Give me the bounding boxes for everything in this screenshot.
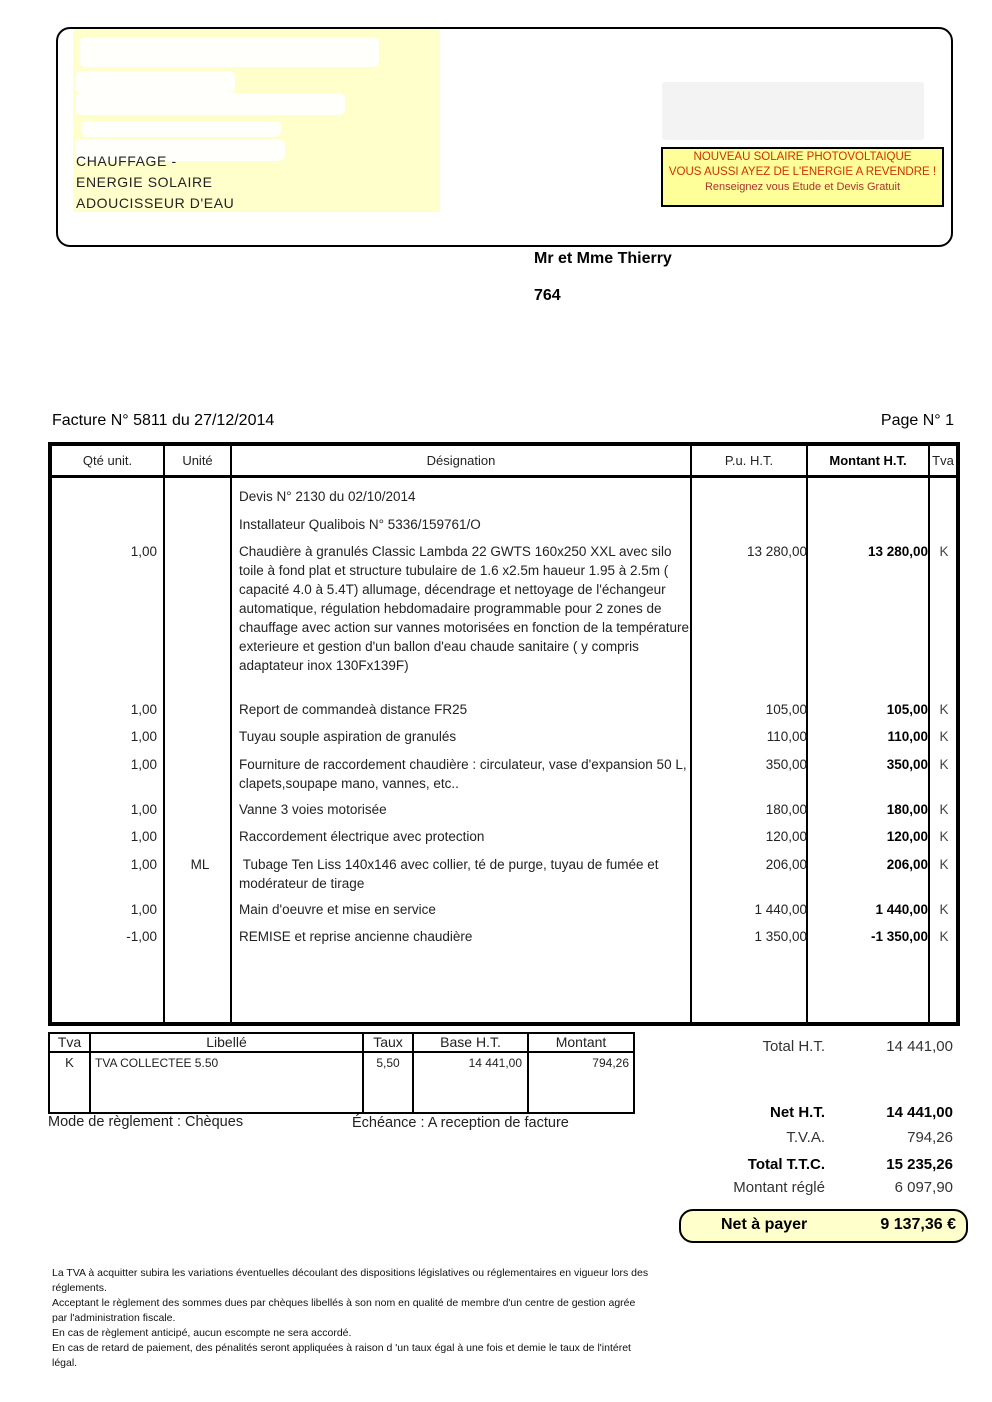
col-header-designation: Désignation — [426, 453, 496, 468]
company-activities — [76, 151, 234, 214]
line-qty: 1,00 — [130, 757, 157, 772]
line-unit-price: 1 350,00 — [754, 929, 807, 944]
line-unit-price: 180,00 — [765, 802, 807, 817]
line-unit-price: 120,00 — [765, 829, 807, 844]
line-unit-price: 105,00 — [765, 702, 807, 717]
line-designation: Installateur Qualibois N° 5336/159761/O — [239, 517, 481, 532]
line-amount: 1 440,00 — [875, 902, 928, 917]
line-qty: 1,00 — [130, 702, 157, 717]
tva-header-montant: Montant — [555, 1034, 607, 1050]
line-designation: Report de commandeà distance FR25 — [239, 702, 468, 717]
recipient-name: Mr et Mme Thierry — [534, 250, 672, 267]
tva-base: 14 441,00 — [468, 1056, 522, 1070]
line-designation: Tubage Ten Liss 140x146 avec collier, té de purge, tuyau de fumée et modérateur de tirage — [239, 857, 663, 891]
tva-summary-table — [48, 1032, 635, 1114]
promo-banner — [661, 147, 944, 207]
line-amount: 120,00 — [886, 829, 928, 844]
net-to-pay-value: 9 137,36 € — [880, 1216, 956, 1233]
line-amount: 13 280,00 — [867, 544, 928, 559]
net-to-pay-box — [679, 1209, 968, 1243]
line-amount: -1 350,00 — [870, 929, 928, 944]
line-amount: 206,00 — [886, 857, 928, 872]
total-ht-value: 14 441,00 — [886, 1038, 953, 1055]
line-designation: Main d'oeuvre et mise en service — [239, 902, 436, 917]
total-ht-label: Total H.T. — [762, 1038, 825, 1055]
promo-line-2: VOUS AUSSI AYEZ DE L'ENERGIE A REVENDRE ! — [668, 166, 937, 178]
company-contact-redacted — [662, 82, 924, 140]
line-amount: 110,00 — [887, 729, 928, 744]
line-tva-code: K — [939, 702, 949, 717]
activity-line: ENERGIE SOLAIRE — [76, 174, 213, 190]
line-tva-code: K — [939, 857, 949, 872]
line-unit: ML — [190, 857, 210, 872]
line-unit-price: 350,00 — [765, 757, 807, 772]
tva-libelle: TVA COLLECTEE 5.50 — [95, 1056, 219, 1070]
line-qty: 1,00 — [130, 857, 157, 872]
line-designation: REMISE et reprise ancienne chaudière — [239, 929, 473, 944]
col-header-tva: Tva — [932, 453, 954, 468]
footer-line: En cas de retard de paiement, des pénalités seront appliquées à raison d 'un taux égal à une fois et demie le taux de l'intéret légal. — [52, 1342, 631, 1369]
tva-header-libelle: Libellé — [206, 1034, 247, 1050]
line-unit-price: 206,00 — [765, 857, 807, 872]
line-tva-code: K — [939, 902, 949, 917]
tva-header-base: Base H.T. — [440, 1034, 501, 1050]
recipient-address — [534, 250, 672, 305]
line-amount: 105,00 — [886, 702, 928, 717]
col-header-unit: Unité — [182, 453, 213, 468]
line-tva-code: K — [939, 757, 949, 772]
footer-line: En cas de règlement anticipé, aucun escompte ne sera accordé. — [52, 1327, 352, 1339]
col-header-qty: Qté unit. — [82, 453, 133, 468]
line-designation: Fourniture de raccordement chaudière : circulateur, vase d'expansion 50 L, clapets,soupape mano, vannes, etc.. — [239, 757, 687, 791]
line-qty: 1,00 — [130, 802, 157, 817]
paid-label: Montant réglé — [733, 1179, 825, 1196]
line-designation: Vanne 3 voies motorisée — [239, 802, 387, 817]
tva-code: K — [65, 1055, 74, 1070]
line-amount: 180,00 — [886, 802, 928, 817]
line-qty: 1,00 — [130, 829, 157, 844]
line-unit-price: 110,00 — [766, 729, 807, 744]
line-unit-price: 1 440,00 — [754, 902, 807, 917]
line-amount: 350,00 — [886, 757, 928, 772]
payment-due: Échéance : A reception de facture — [352, 1115, 569, 1131]
net-ht-label: Net H.T. — [769, 1104, 825, 1121]
recipient-zip: 764 — [534, 287, 561, 304]
line-designation: Raccordement électrique avec protection — [239, 829, 485, 844]
line-qty: 1,00 — [130, 544, 157, 559]
line-qty: -1,00 — [126, 929, 157, 944]
tva-label: T.V.A. — [786, 1129, 825, 1146]
ttc-label: Total T.T.C. — [747, 1156, 825, 1173]
activity-line: ADOUCISSEUR D'EAU — [76, 195, 235, 211]
line-designation: Chaudière à granulés Classic Lambda 22 GWTS 160x250 XXL avec silo toile à fond plat et structure tubulaire de 1.6 x2.5m haueur 1.95 à 2.5m ( capacité 4.0 à 5.4T) allumage, décendrage et nettoyage de l'échangeur automatique, régulation hebdomadaire programmable pour 2 zones de chauffage avec action sur vannes motorisées en fonction de la température exterieure et gestion d'un ballon d'eau chaude sanitaire ( y compris adaptateur inox 130Fx139F) — [239, 544, 690, 673]
tva-montant: 794,26 — [592, 1056, 629, 1070]
ttc-value: 15 235,26 — [886, 1156, 953, 1173]
line-qty: 1,00 — [130, 902, 157, 917]
line-tva-code: K — [939, 729, 949, 744]
tva-value: 794,26 — [907, 1129, 953, 1146]
legal-footer — [52, 1266, 652, 1371]
line-tva-code: K — [939, 929, 949, 944]
invoice-lines-table — [48, 442, 960, 1026]
promo-line-1: NOUVEAU SOLAIRE PHOTOVOLTAIQUE — [693, 151, 912, 163]
page-number: Page N° 1 — [880, 412, 954, 429]
line-tva-code: K — [939, 829, 949, 844]
tva-taux: 5,50 — [376, 1056, 400, 1070]
promo-line-3: Renseignez vous Etude et Devis Gratuit — [704, 181, 901, 193]
footer-line: La TVA à acquitter subira les variations éventuelles découlant des dispositions législatives ou réglementaires en vigueur lors des réglements. — [52, 1267, 649, 1294]
activity-line: CHAUFFAGE - — [76, 153, 177, 169]
line-unit-price: 13 280,00 — [746, 544, 807, 559]
line-designation: Devis N° 2130 du 02/10/2014 — [239, 489, 416, 504]
net-to-pay-label: Net à payer — [721, 1216, 808, 1233]
payment-mode: Mode de règlement : Chèques — [48, 1114, 244, 1130]
paid-value: 6 097,90 — [894, 1179, 953, 1196]
net-ht-value: 14 441,00 — [886, 1104, 953, 1121]
invoice-title: Facture N° 5811 du 27/12/2014 — [52, 412, 275, 429]
line-tva-code: K — [939, 544, 949, 559]
line-tva-code: K — [939, 802, 949, 817]
line-qty: 1,00 — [130, 729, 157, 744]
tva-header-taux: Taux — [373, 1034, 403, 1050]
footer-line: Acceptant le règlement des sommes dues par chèques libellés à son nom en qualité de membre d'un centre de gestion agrée par l'administration fiscale. — [52, 1297, 636, 1324]
col-header-pu: P.u. H.T. — [724, 453, 774, 468]
tva-header-code: Tva — [57, 1034, 82, 1050]
col-header-montant: Montant H.T. — [829, 453, 907, 468]
line-designation: Tuyau souple aspiration de granulés — [239, 729, 457, 744]
